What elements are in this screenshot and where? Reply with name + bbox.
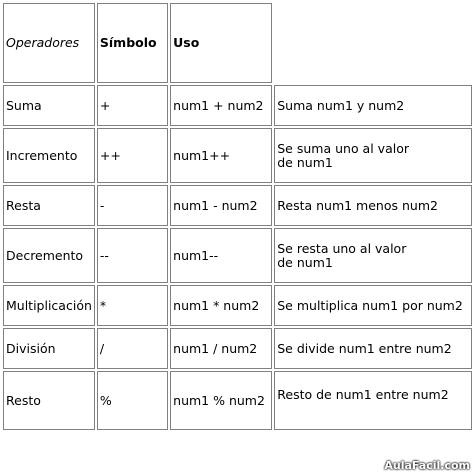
operator-usage: num1-- [170, 228, 272, 283]
description-line: Resto de num1 entre num2 [277, 387, 449, 402]
operator-symbol: - [97, 185, 168, 226]
operator-name: Resta [3, 185, 95, 226]
operator-name: Multiplicación [3, 285, 95, 326]
operator-usage: num1 / num2 [170, 328, 272, 369]
table-row [3, 185, 472, 226]
operator-symbol: * [97, 285, 168, 326]
description-line: de num1 [277, 154, 333, 170]
operator-description [274, 328, 472, 369]
description-line: Suma num1 y num2 [277, 97, 405, 113]
table-row [3, 328, 472, 369]
description-line: Se suma uno al valor [277, 140, 409, 156]
operator-name: Decremento [3, 228, 95, 283]
operator-description [274, 185, 472, 226]
operator-name: Resto [3, 371, 95, 430]
operator-usage: num1 + num2 [170, 85, 272, 126]
operator-usage: num1 % num2 [170, 371, 272, 430]
operator-symbol: / [97, 328, 168, 369]
operator-description [274, 228, 472, 283]
operator-name: División [3, 328, 95, 369]
operator-description [274, 128, 472, 183]
table-row [3, 371, 472, 430]
header-simbolo: Símbolo [97, 3, 168, 83]
operator-description [274, 85, 472, 126]
table-row [3, 128, 472, 183]
header-empty-cell [274, 3, 472, 83]
operator-symbol: % [97, 371, 168, 430]
watermark-logo: AulaFacil.com [384, 459, 470, 472]
table-row [3, 285, 472, 326]
header-row [3, 3, 472, 83]
operator-name: Suma [3, 85, 95, 126]
operator-usage: num1++ [170, 128, 272, 183]
description-line: de num1 [277, 254, 333, 270]
operator-usage: num1 * num2 [170, 285, 272, 326]
operator-description [274, 285, 472, 326]
operator-name: Incremento [3, 128, 95, 183]
description-line: Resta num1 menos num2 [277, 197, 438, 213]
operators-table [1, 1, 474, 432]
description-line: Se divide num1 entre num2 [277, 340, 452, 356]
table-row [3, 85, 472, 126]
header-operadores: Operadores [3, 3, 95, 83]
operator-symbol: + [97, 85, 168, 126]
table-row [3, 228, 472, 283]
operator-symbol: ++ [97, 128, 168, 183]
operator-usage: num1 - num2 [170, 185, 272, 226]
description-line: Se multiplica num1 por num2 [277, 297, 463, 313]
operator-symbol: -- [97, 228, 168, 283]
header-uso: Uso [170, 3, 272, 83]
description-line: Se resta uno al valor [277, 240, 407, 256]
operator-description [274, 371, 472, 430]
